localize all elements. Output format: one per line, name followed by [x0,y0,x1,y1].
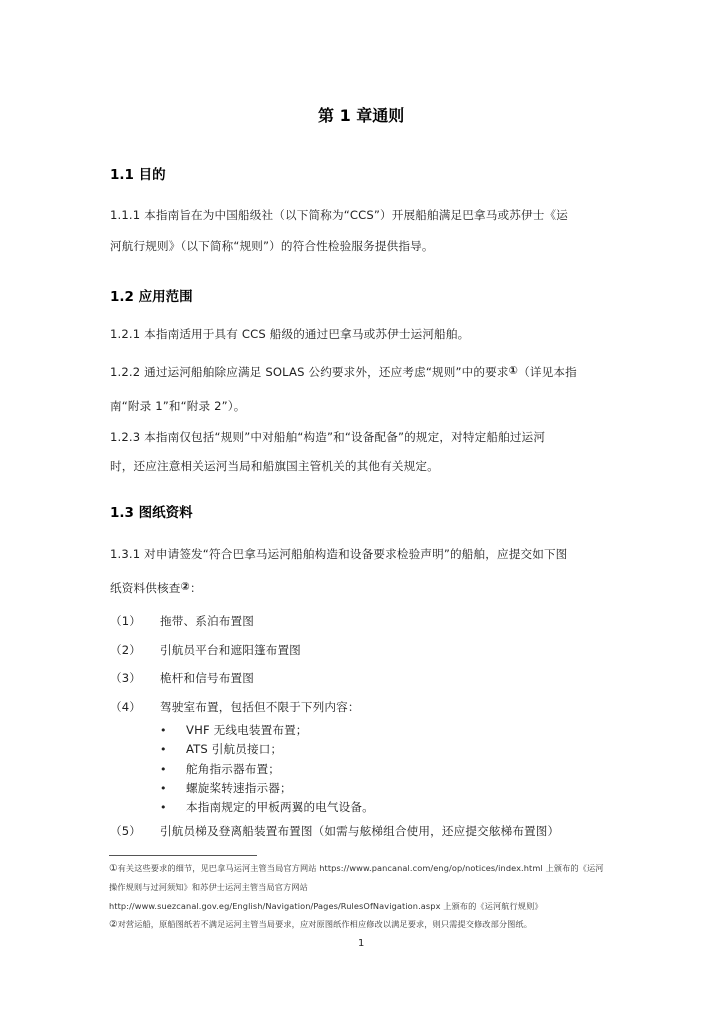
bullet-item [160,799,374,815]
paragraph-1-2-2-line-1 [110,364,577,380]
bullet-icon: • [160,743,167,756]
footnote-1-line-1 [109,863,604,874]
bullet-icon: • [160,801,167,814]
paragraph-1-2-3-line-2: 时，还应注意相关运河当局和船旗国主管机关的其他有关规定。 [110,459,439,473]
list-item-number: （1） [110,614,142,628]
bullet-icon: • [160,782,167,795]
bullet-text: 螺旋桨转速指示器； [186,781,292,795]
list-item [110,823,559,839]
bullet-text: 本指南规定的甲板两翼的电气设备。 [186,800,374,814]
bullet-icon: • [160,724,167,737]
list-item-text: 驾驶室布置，包括但不限于下列内容： [160,700,360,714]
paragraph-1-2-1: 1.2.1 本指南适用于具有 CCS 船级的通过巴拿马或苏伊士运河船舶。 [110,327,470,341]
section-heading-1-3: 1.3 图纸资料 [110,505,193,521]
page-number: 1 [358,938,365,949]
section-heading-1-2: 1.2 应用范围 [110,289,193,305]
chapter-title: 第 1 章通则 [318,106,405,125]
footnote-ref-2[interactable]: ② [180,580,190,593]
footnote-2-line-1 [109,919,532,930]
footnote-1-line-3[interactable]: http://www.suezcanal.gov.eg/English/Navigation/Pages/RulesOfNavigation.aspx 上颁布的《运河航行规则》 [109,901,543,911]
paragraph-1-1-1-line-1: 1.1.1 本指南旨在为中国船级社（以下简称为“CCS”）开展船舶满足巴拿马或苏伊士《运 [110,208,568,222]
paragraph-1-2-2-line-2: 南“附录 1”和“附录 2”）。 [110,399,246,413]
list-item [110,613,254,629]
paragraph-1-2-3-line-1: 1.2.3 本指南仅包括“规则”中对船舶“构造”和“设备配备”的规定，对特定船舶过运河 [110,430,546,444]
footnote-1-line-2: 操作规则与过河须知》和苏伊士运河主管当局官方网站 [109,882,308,892]
list-item [110,699,360,715]
list-item [110,642,301,658]
footnote-ref-1[interactable]: ① [508,364,519,377]
paragraph-1-2-2-text-a: 1.2.2 通过运河船舶除应满足 SOLAS 公约要求外，还应考虑“规则”中的要求 [110,365,509,379]
list-item-text: 拖带、系泊布置图 [160,614,254,628]
bullet-item [160,761,280,777]
list-item-number: （5） [110,824,142,838]
list-item-number: （4） [110,700,142,714]
section-heading-1-1: 1.1 目的 [110,167,166,183]
paragraph-1-3-1-text-b: ： [189,581,202,595]
footnote-divider [109,855,257,856]
list-item-text: 引航员平台和遮阳篷布置图 [160,643,301,657]
paragraph-1-3-1-line-1: 1.3.1 对申请签发“符合巴拿马运河船舶构造和设备要求检验声明”的船舶，应提交如下图 [110,547,568,561]
list-item-number: （3） [110,671,142,685]
paragraph-1-1-1-line-2: 河航行规则》（以下简称“规则”）的符合性检验服务提供指导。 [110,239,434,253]
list-item-text: 引航员梯及登离船装置布置图（如需与舷梯组合使用，还应提交舷梯布置图） [160,824,560,838]
paragraph-1-2-2-text-b: （详见本指 [518,365,577,379]
list-item [110,670,254,686]
bullet-item [160,722,308,738]
list-item-number: （2） [110,643,142,657]
footnote-1-text: 有关这些要求的细节，见巴拿马运河主管当局官方网站 https://www.pancanal.com/eng/op/notices/index.html 上颁布的《运河 [117,863,604,873]
bullet-text: ATS 引航员接口； [186,742,283,756]
bullet-item [160,780,292,796]
bullet-text: 舵角指示器布置； [186,762,280,776]
footnote-1-mark: ① [109,863,118,874]
bullet-item [160,741,282,757]
bullet-text: VHF 无线电装置布置； [186,723,308,737]
paragraph-1-3-1-text-a: 纸资料供核查 [110,581,181,595]
footnote-2-text: 对营运船，原船图纸若不满足运河主管当局要求，应对原图纸作相应修改以满足要求，则只需提交修改部分图纸。 [117,919,533,929]
list-item-text: 桅杆和信号布置图 [160,671,254,685]
footnote-2-mark: ② [109,919,118,930]
bullet-icon: • [160,763,167,776]
paragraph-1-3-1-line-2 [110,580,202,596]
